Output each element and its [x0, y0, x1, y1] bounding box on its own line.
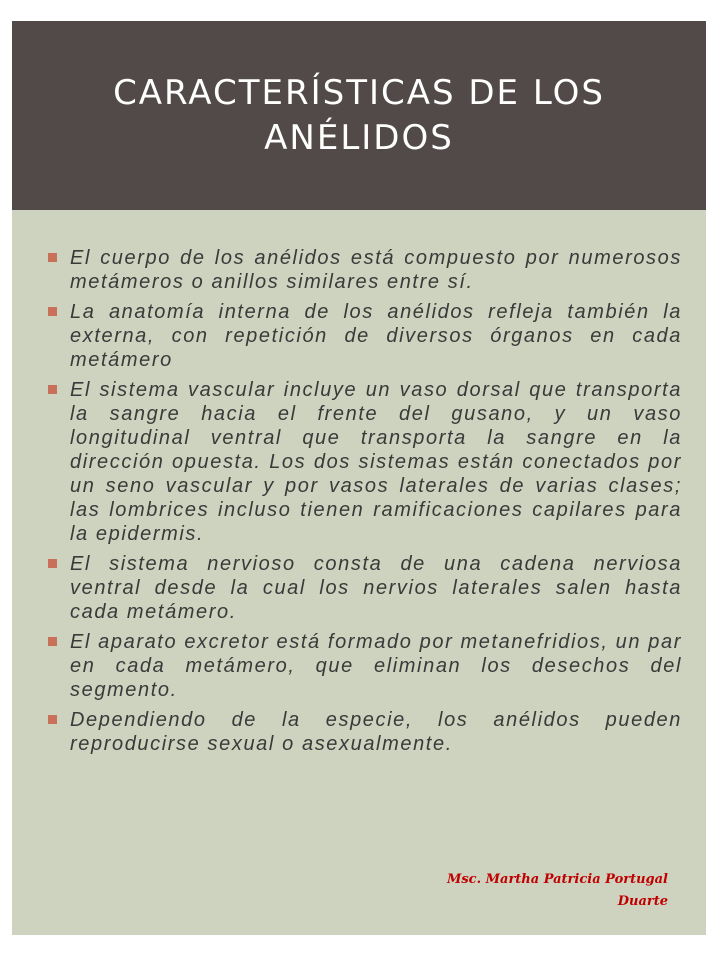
bullet-item — [70, 552, 682, 624]
bullet-item — [70, 708, 682, 756]
title-bar — [12, 21, 706, 210]
bullet-text: El sistema nervioso consta de una cadena nerviosa ventral desde la cual los nervios laterales salen hasta cada metámero. — [70, 553, 682, 623]
bullet-marker-icon — [48, 385, 57, 394]
author-signature: Msc. Martha Patricia Portugal Duarte — [446, 872, 668, 909]
bullet-marker-icon — [48, 637, 57, 646]
slide — [12, 21, 706, 935]
bullet-text: El aparato excretor está formado por metanefridios, un par en cada metámero, que eliminan los desechos del segmento. — [70, 631, 682, 701]
bullet-text: El cuerpo de los anélidos está compuesto por numerosos metámeros o anillos similares entre sí. — [70, 247, 682, 293]
bullet-item — [70, 246, 682, 294]
bullet-marker-icon — [48, 715, 57, 724]
bullet-marker-icon — [48, 307, 57, 316]
bullet-text: La anatomía interna de los anélidos refleja también la externa, con repetición de diversos órganos en cada metámero — [70, 301, 682, 371]
bullet-item — [70, 630, 682, 702]
bullet-item — [70, 378, 682, 546]
bullet-text: El sistema vascular incluye un vaso dorsal que transporta la sangre hacia el frente del gusano, y un vaso longitudinal ventral que transporta la sangre en la dirección opuesta. Los dos sistemas están conectados por un seno vascular y por vasos laterales de varias clases; las lombrices incluso tienen ramificaciones capilares para la epidermis. — [70, 379, 682, 545]
slide-title: CARACTERÍSTICAS DE LOS ANÉLIDOS — [113, 72, 605, 158]
bullet-item — [70, 300, 682, 372]
bullet-text: Dependiendo de la especie, los anélidos pueden reproducirse sexual o asexualmente. — [70, 709, 682, 755]
bullet-marker-icon — [48, 253, 57, 262]
bullet-marker-icon — [48, 559, 57, 568]
bullet-list — [70, 246, 682, 762]
